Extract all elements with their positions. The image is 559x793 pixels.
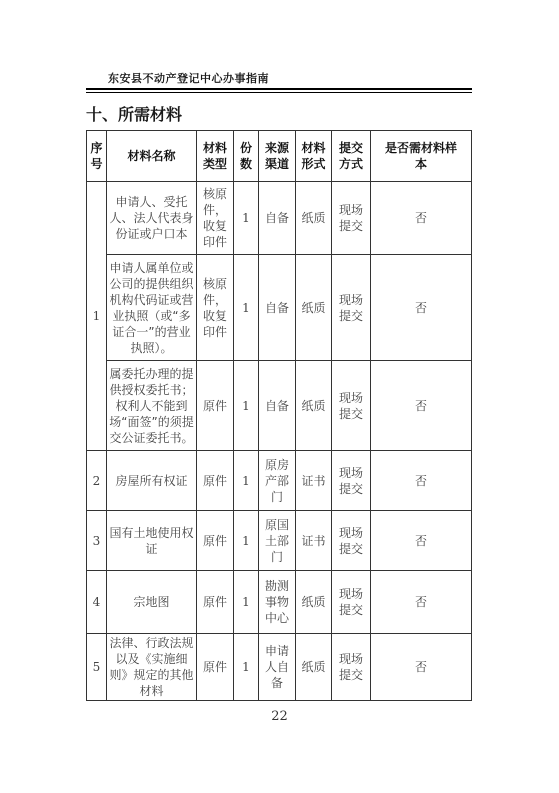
material-sample: 否	[371, 634, 472, 701]
material-sample: 否	[371, 451, 472, 511]
material-method: 现场提交	[332, 451, 371, 511]
row-no: 5	[87, 634, 107, 701]
page-number: 22	[271, 709, 288, 724]
material-form: 纸质	[296, 634, 332, 701]
row-no: 2	[87, 451, 107, 511]
material-sample: 否	[371, 361, 472, 451]
table-row	[87, 634, 472, 701]
material-copies: 1	[234, 182, 259, 255]
material-name: 申请人属单位或公司的提供组织机构代码证或营业执照（或“多证合一”的营业执照）。	[107, 255, 197, 361]
material-method: 现场提交	[332, 361, 371, 451]
row-no: 4	[87, 571, 107, 634]
material-sample: 否	[371, 511, 472, 571]
materials-table	[86, 130, 472, 701]
material-copies: 1	[234, 634, 259, 701]
section-title: 十、所需材料	[86, 105, 183, 124]
material-name: 宗地图	[107, 571, 197, 634]
material-form: 纸质	[296, 571, 332, 634]
material-type: 原件	[197, 361, 234, 451]
table-row	[87, 361, 472, 451]
material-type: 原件	[197, 451, 234, 511]
material-sample: 否	[371, 571, 472, 634]
table-header-row	[87, 131, 472, 182]
table-row	[87, 511, 472, 571]
material-name: 申请人、受托人、法人代表身份证或户口本	[107, 182, 197, 255]
table-row	[87, 182, 472, 255]
table-row	[87, 571, 472, 634]
material-source: 申请人自备	[259, 634, 296, 701]
material-sample: 否	[371, 182, 472, 255]
running-header: 东安县不动产登记中心办事指南	[108, 72, 269, 85]
header-name: 材料名称	[107, 131, 197, 182]
material-copies: 1	[234, 571, 259, 634]
material-form: 证书	[296, 451, 332, 511]
material-form: 纸质	[296, 255, 332, 361]
material-form: 纸质	[296, 361, 332, 451]
material-copies: 1	[234, 451, 259, 511]
material-method: 现场提交	[332, 182, 371, 255]
material-name: 属委托办理的提供授权委托书；权利人不能到场“面签”的须提交公证委托书。	[107, 361, 197, 451]
material-source: 自备	[259, 182, 296, 255]
material-method: 现场提交	[332, 255, 371, 361]
material-name: 房屋所有权证	[107, 451, 197, 511]
material-form: 证书	[296, 511, 332, 571]
material-copies: 1	[234, 361, 259, 451]
header-type: 材料类型	[197, 131, 234, 182]
material-method: 现场提交	[332, 571, 371, 634]
material-source: 自备	[259, 361, 296, 451]
material-source: 原房产部门	[259, 451, 296, 511]
material-type: 原件	[197, 634, 234, 701]
header-no: 序号	[87, 131, 107, 182]
material-form: 纸质	[296, 182, 332, 255]
material-source: 原国土部门	[259, 511, 296, 571]
row-no: 3	[87, 511, 107, 571]
header-method: 提交方式	[332, 131, 371, 182]
material-type: 核原件，收复印件	[197, 182, 234, 255]
material-copies: 1	[234, 255, 259, 361]
material-name: 法律、行政法规以及《实施细则》规定的其他材料	[107, 634, 197, 701]
material-source: 自备	[259, 255, 296, 361]
row-no: 1	[87, 182, 107, 451]
table-row	[87, 255, 472, 361]
table-row	[87, 451, 472, 511]
header-rule-thin	[86, 92, 472, 93]
header-form: 材料形式	[296, 131, 332, 182]
header-source: 来源渠道	[259, 131, 296, 182]
material-type: 核原件，收复印件	[197, 255, 234, 361]
material-method: 现场提交	[332, 634, 371, 701]
material-source: 勘测事物中心	[259, 571, 296, 634]
header-copies: 份数	[234, 131, 259, 182]
header-rule-thick	[86, 88, 472, 90]
material-copies: 1	[234, 511, 259, 571]
header-sample: 是否需材料样本	[371, 131, 472, 182]
material-name: 国有土地使用权证	[107, 511, 197, 571]
material-type: 原件	[197, 571, 234, 634]
material-type: 原件	[197, 511, 234, 571]
material-sample: 否	[371, 255, 472, 361]
material-method: 现场提交	[332, 511, 371, 571]
